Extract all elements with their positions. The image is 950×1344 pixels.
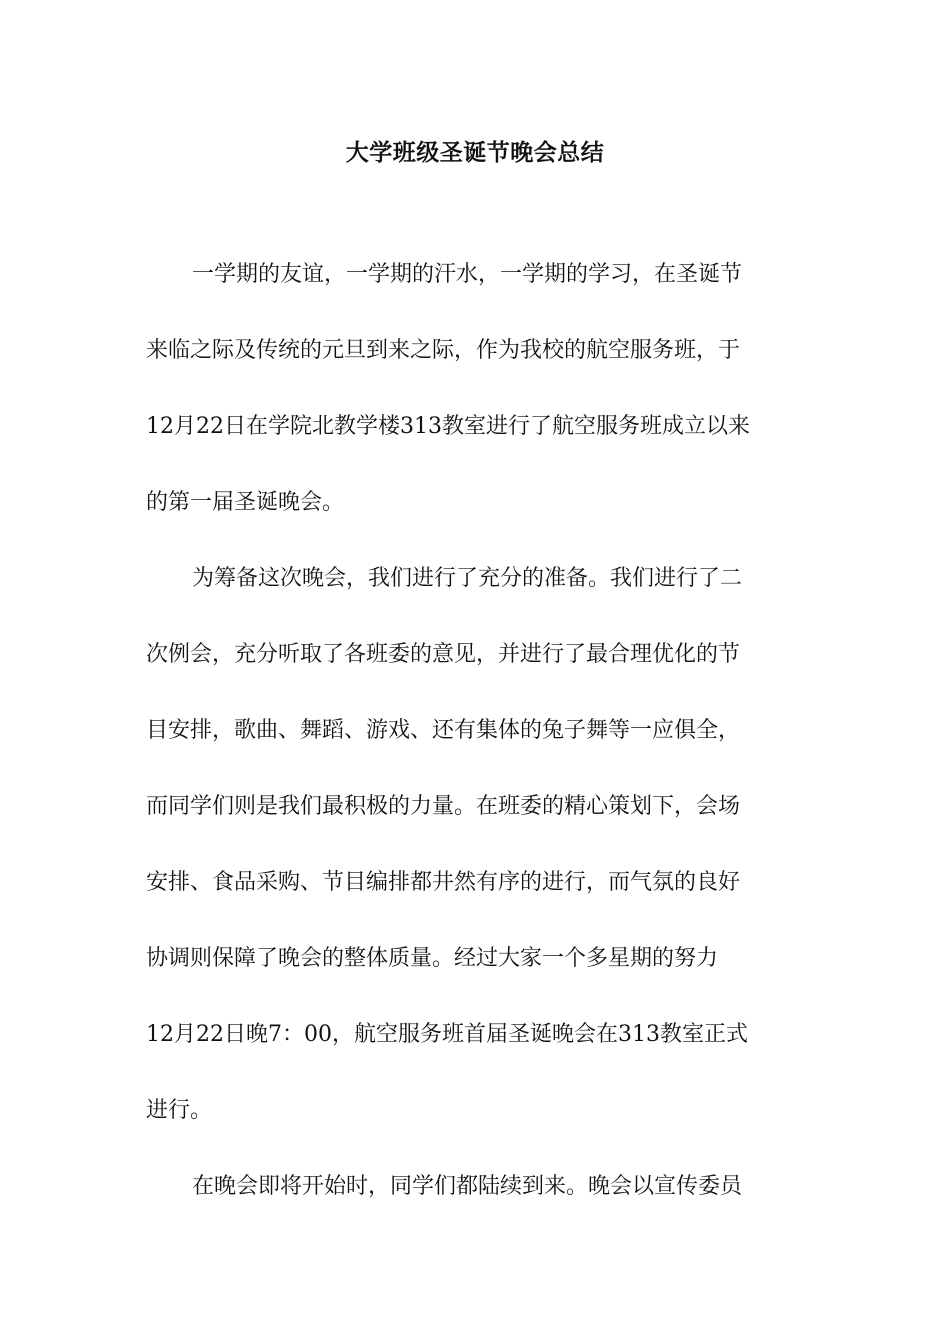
paragraph-2-line-8: 进行。 xyxy=(146,1098,213,1123)
paragraph-1-line-1: 一学期的友谊，一学期的汗水，一学期的学习，在圣诞节 xyxy=(192,262,743,287)
paragraph-3-line-1: 在晚会即将开始时，同学们都陆续到来。晚会以宣传委员 xyxy=(192,1174,743,1199)
paragraph-2-line-6: 协调则保障了晚会的整体质量。经过大家一个多星期的努力 xyxy=(146,946,719,971)
paragraph-1-line-4: 的第一届圣诞晚会。 xyxy=(146,490,345,515)
paragraph-2-line-4: 而同学们则是我们最积极的力量。在班委的精心策划下，会场 xyxy=(146,794,741,819)
paragraph-2-line-1: 为筹备这次晚会，我们进行了充分的准备。我们进行了二 xyxy=(192,566,743,591)
paragraph-1-line-2: 来临之际及传统的元旦到来之际，作为我校的航空服务班，于 xyxy=(146,338,741,363)
paragraph-2-line-3: 目安排，歌曲、舞蹈、游戏、还有集体的兔子舞等一应俱全， xyxy=(146,718,741,743)
document-title: 大学班级圣诞节晚会总结 xyxy=(345,139,605,166)
paragraph-2-line-5: 安排、食品采购、节目编排都井然有序的进行，而气氛的良好 xyxy=(146,870,741,895)
paragraph-1-line-3: 12月22日在学院北教学楼313教室进行了航空服务班成立以来 xyxy=(146,414,750,439)
paragraph-2-line-7: 12月22日晚7：00，航空服务班首届圣诞晚会在313教室正式 xyxy=(146,1022,748,1047)
paragraph-2-line-2: 次例会，充分听取了各班委的意见，并进行了最合理优化的节 xyxy=(146,642,741,667)
